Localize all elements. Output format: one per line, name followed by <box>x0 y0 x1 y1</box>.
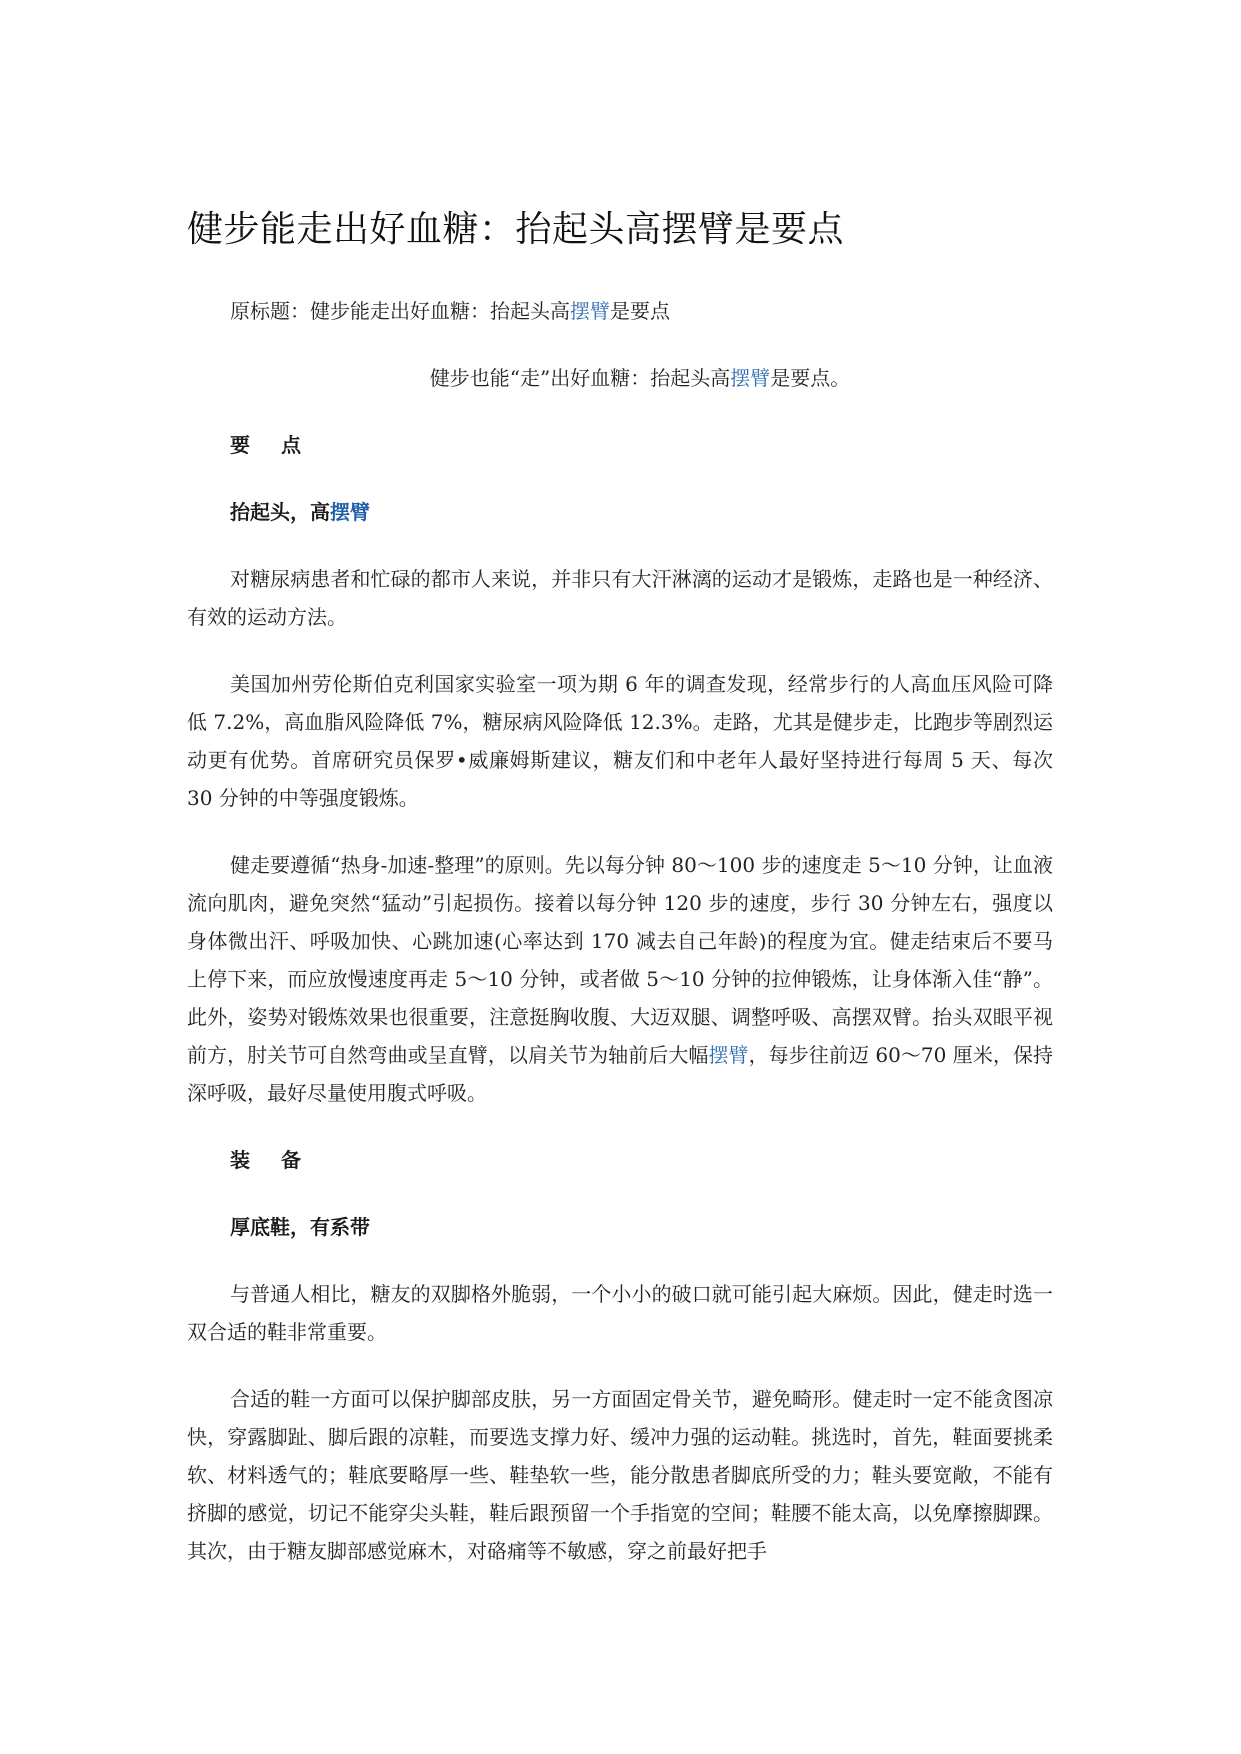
subtitle-prefix: 健步也能“走”出好血糖：抬起头高 <box>429 366 731 390</box>
paragraph-shoe-choice: 合适的鞋一方面可以保护脚部皮肤，另一方面固定骨关节，避免畸形。健走时一定不能贪图凉快，穿露脚趾、脚后跟的凉鞋，而要选支撑力好、缓冲力强的运动鞋。挑选时，首先，鞋面要挑柔软、材料透气的；鞋底要略厚一些、鞋垫软一些，能分散患者脚底所受的力；鞋头要宽敞，不能有挤脚的感觉，切记不能穿尖头鞋，鞋后跟预留一个手指宽的空间；鞋腰不能太高，以免摩擦脚踝。其次，由于糖友脚部感觉麻木，对硌痛等不敏感，穿之前最好把手 <box>187 1387 1053 1563</box>
article-title: 健步能走出好血糖：抬起头高摆臂是要点 <box>187 209 845 250</box>
method-text-end: ，每步往前迈 60～70 厘米，保持深呼吸，最好尽量使用腹式呼吸。 <box>187 1043 1054 1105</box>
keyword-link[interactable]: 摆臂 <box>570 299 610 323</box>
original-title-suffix: 是要点 <box>610 299 670 323</box>
article-body <box>187 206 1053 1599</box>
subheading-prefix: 抬起头，高 <box>230 500 330 524</box>
method-text: 健走要遵循“热身-加速-整理”的原则。先以每分钟 80～100 步的速度走 5～10 分钟，让血液流向肌肉，避免突然“猛动”引起损伤。接着以每分钟 120 步的速度，步行 30 分钟左右，强度以身体微出汗、呼吸加快、心跳加速(心率达到 170 减去自己年龄)的程度为宜。健走结束后不要马上停下来，而应放慢速度再走 5～10 分钟，或者做 5～10 分钟的拉伸锻炼，让身体渐入佳“静”。此外，姿势对锻炼效果也很重要，注意挺胸收腹、大迈双腿、调整呼吸、高摆双臂。抬头双眼平视前方，肘关节可自然弯曲或呈直臂，以肩关节为轴前后大幅 <box>187 853 1053 1067</box>
paragraph-study: 美国加州劳伦斯伯克利国家实验室一项为期 6 年的调查发现，经常步行的人高血压风险可降低 7.2%，高血脂风险降低 7%，糖尿病风险降低 12.3%。走路，尤其是健步走，比跑步等剧烈运动更有优势。首席研究员保罗•威廉姆斯建议，糖友们和中老年人最好坚持进行每周 5 天、每次 30 分钟的中等强度锻炼。 <box>187 672 1053 810</box>
original-title-prefix: 原标题：健步能走出好血糖：抬起头高 <box>230 299 570 323</box>
original-title-line <box>187 292 1053 330</box>
paragraph-intro: 对糖尿病患者和忙碌的都市人来说，并非只有大汗淋漓的运动才是锻炼，走路也是一种经济、有效的运动方法。 <box>187 567 1053 629</box>
paragraph-feet: 与普通人相比，糖友的双脚格外脆弱，一个小小的破口就可能引起大麻烦。因此，健走时选一双合适的鞋非常重要。 <box>187 1282 1053 1344</box>
section-heading-key-points: 要 点 <box>230 433 313 457</box>
keyword-link[interactable]: 摆臂 <box>730 366 771 390</box>
subtitle-line <box>187 359 1053 397</box>
paragraph-method <box>187 846 1053 1112</box>
subtitle-suffix: 是要点。 <box>770 366 851 390</box>
section-subheading-shoes: 厚底鞋，有系带 <box>230 1215 370 1239</box>
keyword-link[interactable]: 摆臂 <box>330 500 370 524</box>
section-subheading-posture <box>187 493 1053 531</box>
section-heading-equipment: 装 备 <box>230 1148 313 1172</box>
keyword-link[interactable]: 摆臂 <box>708 1043 749 1067</box>
